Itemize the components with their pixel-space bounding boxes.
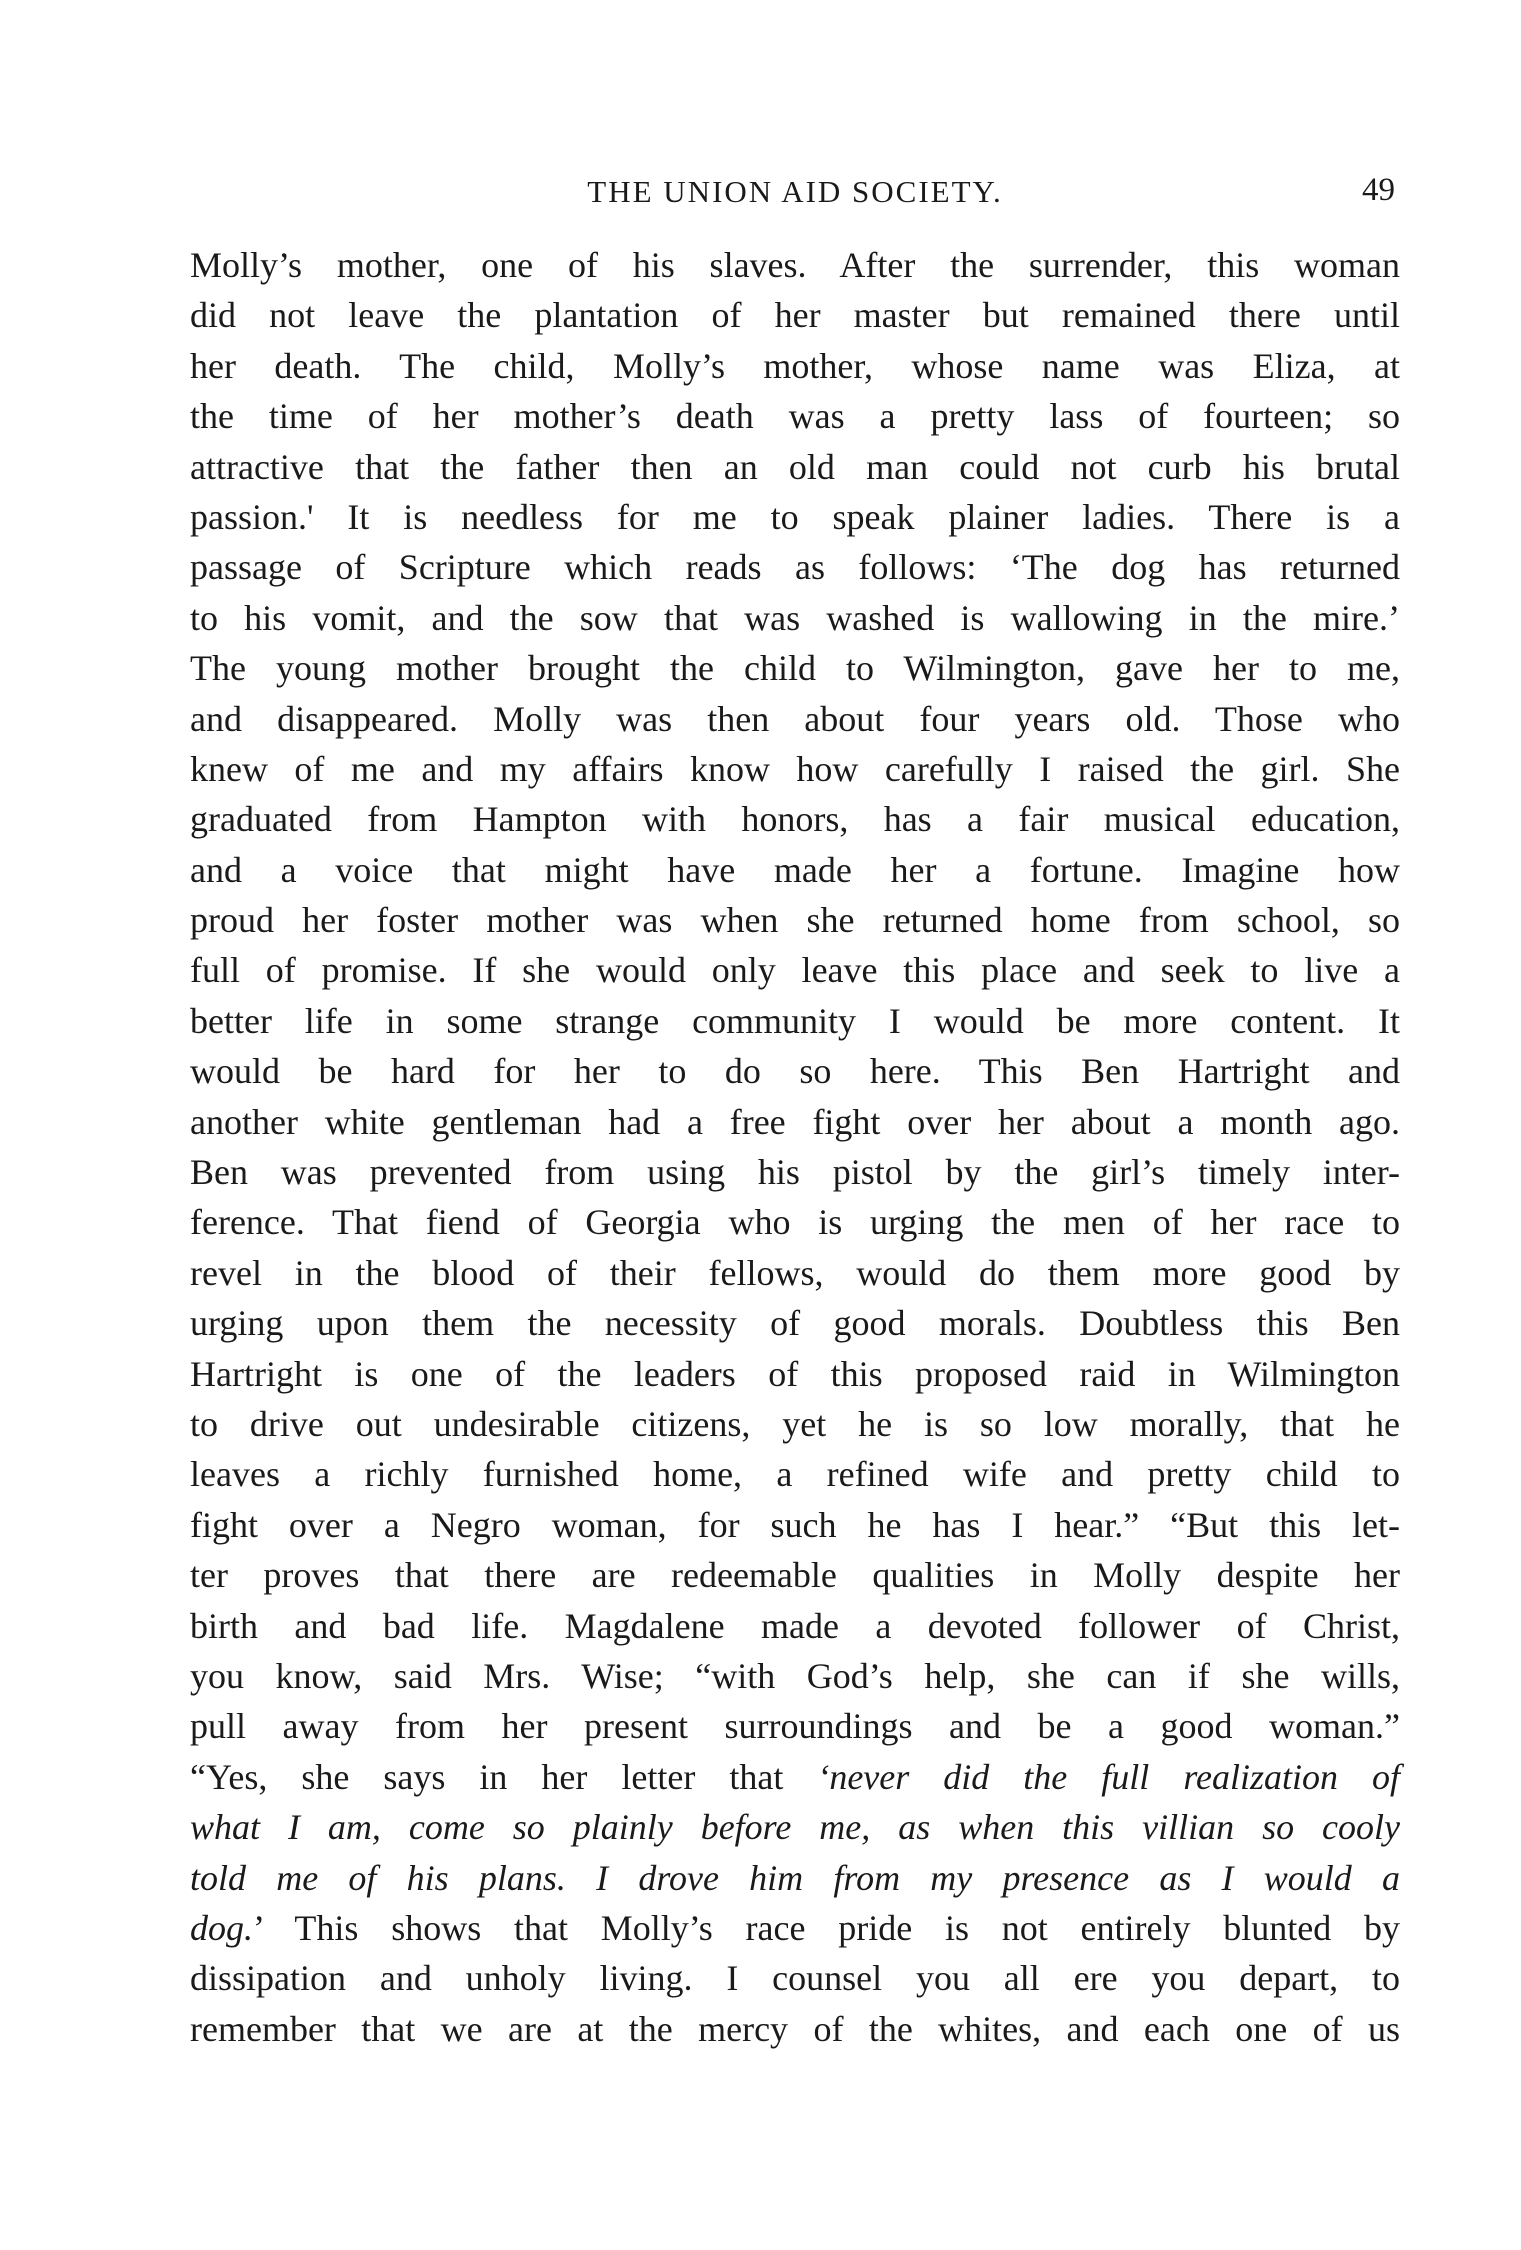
text-line: you know, said Mrs. Wise; “with God’s help, she can if she wills, [190,1655,1400,1696]
text-line: the time of her mother’s death was a pretty lass of fourteen; so [190,396,1400,437]
text-line-mixed [190,1752,1400,1802]
text-line: Ben was prevented from using his pistol by the girl’s timely inter- [190,1152,1400,1193]
text-line: remember that we are at the mercy of the whites, and each one of us [190,2008,1400,2049]
running-head [190,162,1400,222]
text-line: would be hard for her to do so here. This Ben Hartright and [190,1051,1400,1092]
text-line: and a voice that might have made her a fortune. Imagine how [190,849,1400,890]
text-line: Hartright is one of the leaders of this proposed raid in Wilmington [190,1353,1400,1394]
text-line: passage of Scripture which reads as follows: ‘The dog has returned [190,547,1400,588]
text-line: attractive that the father then an old man could not curb his brutal [190,446,1400,487]
italic-text-run: dog. [190,1907,253,1948]
body-text [190,240,1400,2054]
text-run: ’ This shows that Molly’s race pride is not entirely blunted by [253,1907,1400,1948]
text-line: to his vomit, and the sow that was washed is wallowing in the mire.’ [190,597,1400,638]
text-line: knew of me and my affairs know how carefully I raised the girl. She [190,748,1400,789]
text-line: her death. The child, Molly’s mother, whose name was Eliza, at [190,345,1400,386]
text-line: to drive out undesirable citizens, yet he is so low morally, that he [190,1403,1400,1444]
text-line: birth and bad life. Magdalene made a devoted follower of Christ, [190,1605,1400,1646]
text-line: proud her foster mother was when she returned home from school, so [190,900,1400,941]
text-line: revel in the blood of their fellows, would do them more good by [190,1252,1400,1293]
text-line: The young mother brought the child to Wilmington, gave her to me, [190,648,1400,689]
text-run: “Yes, she says in her letter that [190,1756,818,1797]
text-line: passion.' It is needless for me to speak plainer ladies. There is a [190,496,1400,537]
text-line: ter proves that there are redeemable qualities in Molly despite her [190,1555,1400,1596]
text-line: dissipation and unholy living. I counsel you all ere you depart, to [190,1958,1400,1999]
italic-text-line: told me of his plans. I drove him from my presence as I would a [190,1857,1400,1898]
text-line: leaves a richly furnished home, a refined wife and pretty child to [190,1454,1400,1495]
italic-text-line: what I am, come so plainly before me, as when this villian so cooly [190,1807,1400,1848]
text-line-mixed [190,1903,1400,1953]
text-line: full of promise. If she would only leave this place and seek to live a [190,950,1400,991]
text-line: Molly’s mother, one of his slaves. After the surrender, this woman [190,245,1400,285]
text-line: another white gentleman had a free fight over her about a month ago. [190,1101,1400,1142]
page-number: 49 [1362,172,1395,208]
text-line: graduated from Hampton with honors, has a fair musical education, [190,799,1400,840]
text-line: better life in some strange community I would be more content. It [190,1000,1400,1041]
text-line: pull away from her present surroundings and be a good woman.” [190,1706,1400,1747]
running-title: THE UNION AID SOCIETY. [587,174,1003,209]
text-line: ference. That fiend of Georgia who is urging the men of her race to [190,1202,1400,1243]
italic-text-run: ‘never did the full realization of [817,1756,1401,1797]
text-line: urging upon them the necessity of good morals. Doubtless this Ben [190,1303,1400,1344]
text-line: did not leave the plantation of her master but remained there until [190,295,1400,336]
text-line: fight over a Negro woman, for such he has I hear.” “But this let- [190,1504,1400,1545]
text-line: and disappeared. Molly was then about four years old. Those who [190,698,1400,739]
